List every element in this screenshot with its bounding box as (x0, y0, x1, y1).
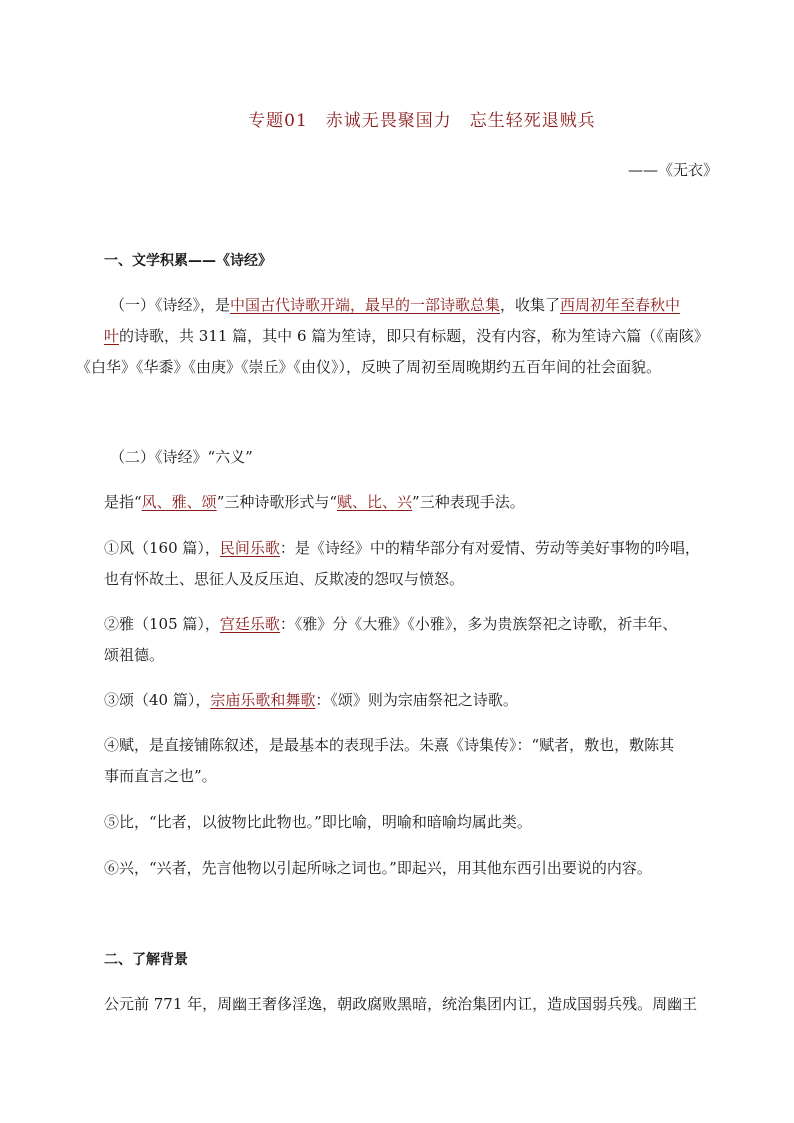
text: ：《雅》分《大雅》《小雅》，多为贵族祭祀之诗歌，祈丰年、 (279, 615, 678, 633)
highlight-text: 民间乐歌 (219, 539, 280, 557)
highlight-text: 中国古代诗歌开端，最早的一部诗歌总集 (230, 296, 501, 314)
text: ，收集了 (500, 296, 561, 314)
text: ”三种诗歌形式与“ (216, 493, 338, 511)
ya-line1 (104, 613, 677, 635)
section2-heading: 二、了解背景 (104, 952, 188, 968)
page-subtitle: ——《无衣》 (627, 161, 718, 179)
xing-line: ⑥兴，“兴者，先言他物以引起所咏之词也。”即起兴，用其他东西引出要说的内容。 (104, 859, 652, 877)
text: ”三种表现手法。 (412, 493, 525, 511)
text: 是指“ (104, 493, 142, 511)
song-line (104, 689, 518, 711)
subsection2-heading: （二）《诗经》“六义” (110, 448, 253, 466)
section1-paragraph1-line3: 《白华》《华黍》《由庚》《崇丘》《由仪》），反映了周初至周晚期约五百年间的社会面貌。 (76, 358, 662, 376)
six-principles-intro (104, 491, 525, 513)
text: 的诗歌，共 311 篇，其中 6 篇为笙诗，即只有标题，没有内容，称为笙诗六篇（《南陔》 (119, 327, 709, 345)
text: ①风（160 篇）， (104, 539, 220, 557)
section1-heading: 一、文学积累——《诗经》 (104, 253, 272, 269)
text: ：《颂》则为宗庙祭祀之诗歌。 (315, 691, 518, 709)
fu-line2: 事而直言之也”。 (104, 767, 217, 785)
ya-line2: 颂祖德。 (104, 646, 165, 664)
highlight-text: 宫廷乐歌 (219, 615, 280, 633)
text: ②雅（105 篇）， (104, 615, 220, 633)
highlight-text: 西周初年至春秋中 (560, 296, 681, 314)
text: （一）《诗经》，是 (110, 296, 231, 314)
highlight-text: 宗庙乐歌和舞歌 (210, 691, 316, 709)
text: ③颂（40 篇）， (104, 691, 211, 709)
section2-paragraph1-line1: 公元前 771 年，周幽王奢侈淫逸，朝政腐败黑暗，统治集团内讧，造成国弱兵残。周幽王 (104, 995, 698, 1013)
bi-line: ⑤比，“比者，以彼物比此物也。”即比喻，明喻和暗喻均属此类。 (104, 813, 532, 831)
fu-line1: ④赋，是直接铺陈叙述，是最基本的表现手法。朱熹《诗集传》：“赋者，敷也，敷陈其 (104, 736, 675, 754)
text: ：是《诗经》中的精华部分有对爱情、劳动等美好事物的吟唱， (279, 539, 700, 557)
feng-line2: 也有怀故土、思征人及反压迫、反欺凌的怨叹与愤怒。 (104, 570, 465, 588)
highlight-text: 风、雅、颂 (141, 493, 217, 511)
page-title: 专题01 赤诚无畏聚国力 忘生轻死退贼兵 (248, 111, 596, 131)
feng-line1 (104, 537, 700, 559)
highlight-text: 叶 (104, 327, 120, 345)
highlight-text: 赋、比、兴 (337, 493, 413, 511)
section1-paragraph1-line1 (110, 294, 680, 316)
section1-paragraph1-line2 (104, 325, 709, 347)
